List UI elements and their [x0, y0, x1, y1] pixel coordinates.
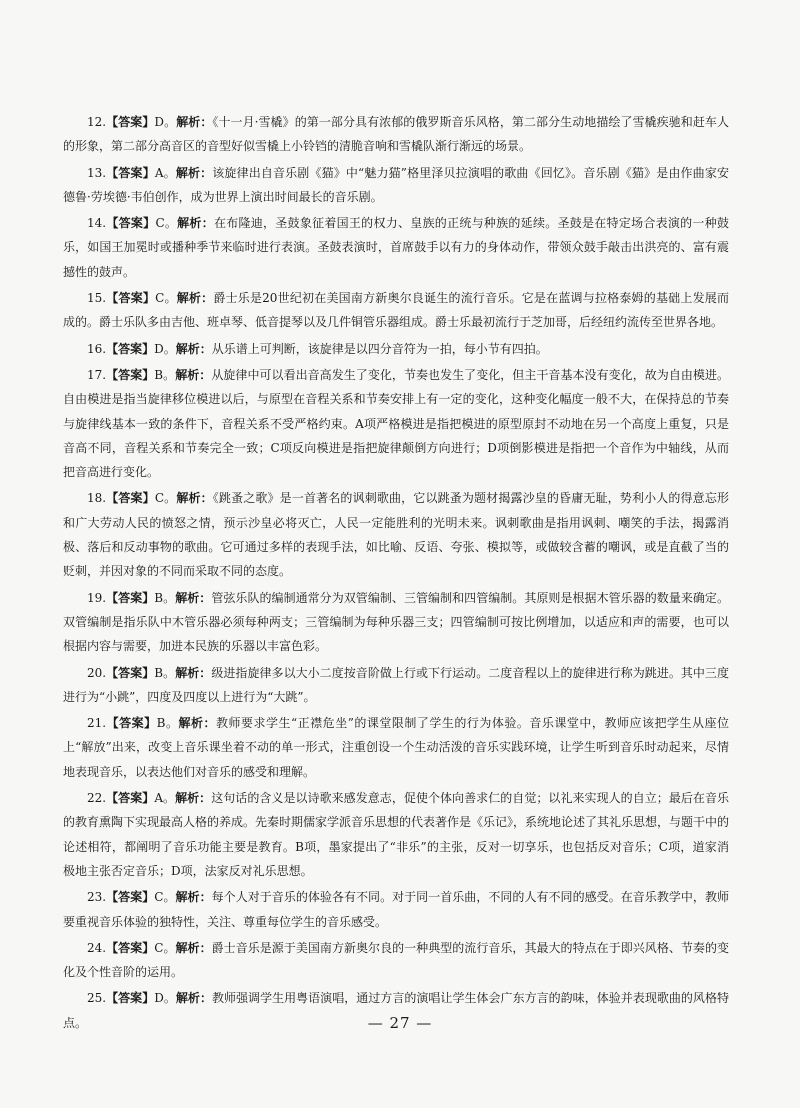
analysis-label: 解析：	[176, 115, 213, 129]
answer-item-23	[63, 885, 729, 934]
item-number: 23.	[87, 890, 107, 905]
analysis-label: 解析：	[175, 890, 212, 905]
analysis-text: 爵士乐是20世纪初在美国南方新奥尔良诞生的流行音乐。它是在蓝调与拉格泰姆的基础上发展而成的。爵士乐队多由吉他、班卓琴、低音提琴以及几件铜管乐器组成。爵士乐最初流行于芝加哥，后经纽约流传至世界各地。	[63, 291, 729, 330]
analysis-label: 解析：	[177, 216, 214, 231]
analysis-label: 解析：	[175, 341, 212, 356]
item-number: 25.	[87, 991, 107, 1006]
answer-item-20	[63, 661, 729, 710]
answer-value: B。	[154, 367, 176, 382]
item-number: 13.	[87, 165, 107, 180]
item-number: 16.	[87, 341, 107, 356]
answer-value: A。	[154, 165, 176, 180]
item-number: 17.	[87, 367, 107, 382]
answer-value: C。	[154, 491, 177, 506]
analysis-text: 《跳蚤之歌》是一首著名的讽刺歌曲，它以跳蚤为题材揭露沙皇的昏庸无耻，势利小人的得意忘形和广大劳动人民的愤怒之情，预示沙皇必将灭亡，人民一定能胜利的光明未来。讽刺歌曲是指用讽刺、嘲笑的手法，揭露消极、落后和反动事物的歌曲。它可通过多样的表现手法，如比喻、反语、夸张、模拟等，或做较含蓄的嘲讽，或是直截了当的贬刺，并因对象的不同而采取不同的态度。	[63, 491, 729, 579]
analysis-label: 解析：	[175, 165, 213, 180]
answer-label: 【答案】	[106, 291, 156, 306]
answer-value: B。	[154, 665, 176, 680]
answer-label: 【答案】	[106, 716, 157, 731]
item-number: 19.	[87, 590, 107, 605]
answer-label: 【答案】	[106, 341, 155, 356]
answer-value: C。	[155, 216, 178, 231]
analysis-text: 这句话的含义是以诗歌来感发意志，促使个体向善求仁的自觉；以礼来实现人的自立；最后在音乐的教育熏陶下实现最高人格的养成。先秦时期儒家学派音乐思想的代表著作是《乐记》，系统地论述了其礼乐思想，与题干中的论述相符，都阐明了音乐功能主要是教育。B项，墨家提出了“非乐”的主张，反对一切享乐，也包括反对音乐；C项，道家消极地主张否定音乐；D项，法家反对礼乐思想。	[63, 791, 730, 878]
analysis-label: 解析：	[175, 791, 212, 806]
item-number: 22.	[87, 791, 107, 806]
analysis-text: 管弦乐队的编制通常分为双管编制、三管编制和四管编制。其原则是根据木管乐器的数量来确定。双管编制是指乐队中木管乐器必须每种两支；三管编制为每种乐器三支；四管编制可按比例增加，以适应和声的需要，也可以根据内容与需要，加进本民族的乐器以丰富色彩。	[63, 590, 729, 654]
analysis-label: 解析：	[175, 590, 212, 605]
analysis-text: 从乐谱上可判断，该旋律是以四分音符为一拍，每小节有四拍。	[211, 341, 548, 356]
answer-value: D。	[154, 991, 176, 1006]
answer-item-24	[63, 936, 729, 985]
analysis-text: 该旋律出自音乐剧《猫》中“魅力猫”格里泽贝拉演唱的歌曲《回忆》。音乐剧《猫》是由作曲家安德鲁·劳埃德·韦伯创作，成为世界上演出时间最长的音乐剧。	[63, 165, 729, 204]
answer-value: D。	[154, 115, 177, 129]
answer-value: B。	[156, 716, 179, 731]
answer-label: 【答案】	[106, 115, 155, 129]
answer-value: A。	[154, 791, 176, 806]
answer-label: 【答案】	[106, 940, 155, 955]
analysis-label: 解析：	[175, 367, 212, 382]
answer-value: D。	[154, 341, 176, 356]
analysis-label: 解析：	[175, 991, 212, 1006]
page-number: — 27 —	[367, 1014, 433, 1032]
answer-label: 【答案】	[106, 491, 155, 506]
answer-item-15	[63, 286, 729, 335]
answer-item-19	[63, 586, 729, 659]
analysis-text: 在布隆迪，圣鼓象征着国王的权力、皇族的正统与种族的延续。圣鼓是在特定场合表演的一种鼓乐，如国王加冕时或播种季节来临时进行表演。圣鼓表演时，首席鼓手以有力的身体动作，带领众鼓手敲击出洪亮的、富有震撼性的鼓声。	[63, 216, 729, 279]
item-number: 15.	[87, 291, 107, 306]
answer-item-21	[63, 711, 729, 784]
answer-label: 【答案】	[106, 665, 155, 680]
answer-item-12	[63, 110, 729, 159]
answer-value: C。	[154, 940, 176, 955]
answer-value: C。	[155, 291, 177, 306]
analysis-label: 解析：	[175, 665, 212, 680]
item-number: 20.	[87, 665, 107, 680]
analysis-text: 教师强调学生用粤语演唱，通过方言的演唱让学生体会广东方言的韵味，体验并表现歌曲的风格特点。	[63, 991, 729, 1030]
answer-item-16	[63, 337, 729, 361]
item-number: 12.	[87, 115, 107, 129]
item-number: 18.	[87, 491, 107, 506]
item-number: 24.	[87, 940, 107, 955]
analysis-label: 解析：	[176, 491, 213, 506]
answer-item-17	[63, 363, 729, 484]
analysis-label: 解析：	[176, 291, 214, 306]
answer-label: 【答案】	[106, 791, 155, 806]
answer-item-18	[63, 486, 729, 583]
answer-label: 【答案】	[106, 216, 156, 231]
answer-value: C。	[154, 890, 176, 905]
answer-item-13	[63, 161, 729, 210]
analysis-text: 每个人对于音乐的体验各有不同。对于同一首乐曲，不同的人有不同的感受。在音乐教学中，教师要重视音乐体验的独特性，关注、尊重每位学生的音乐感受。	[63, 890, 729, 929]
analysis-label: 解析：	[175, 940, 212, 955]
answer-label: 【答案】	[106, 590, 155, 605]
analysis-text: 级进指旋律多以大小二度按音阶做上行或下行运动。二度音程以上的旋律进行称为跳进。其中三度进行为“小跳”，四度及四度以上进行为“大跳”。	[63, 665, 729, 704]
answer-item-22	[63, 786, 729, 883]
item-number: 14.	[87, 216, 107, 231]
item-number: 21.	[87, 716, 107, 731]
analysis-text: 爵士音乐是源于美国南方新奥尔良的一种典型的流行音乐，其最大的特点在于即兴风格、节奏的变化及个性音阶的运用。	[63, 940, 729, 980]
answer-label: 【答案】	[106, 890, 155, 905]
answer-list	[63, 110, 729, 1037]
analysis-text: 《十一月·雪橇》的第一部分具有浓郁的俄罗斯音乐风格，第二部分生动地描绘了雪橇疾驰和赶车人的形象，第二部分高音区的音型好似雪橇上小铃铛的清脆音响和雪橇队渐行渐远的场景。	[63, 115, 729, 154]
analysis-text: 教师要求学生“正襟危坐”的课堂限制了学生的行为体验。音乐课堂中，教师应该把学生从座位上“解放”出来，改变上音乐课坐着不动的单一形式，注重创设一个生动活泼的音乐实践环境，让学生听到音乐时动起来，尽情地表现音乐，以表达他们对音乐的感受和理解。	[63, 716, 729, 779]
analysis-text: 从旋律中可以看出音高发生了变化，节奏也发生了变化，但主干音基本没有变化，故为自由模进。自由模进是指当旋律移位模进以后，与原型在音程关系和节奏安排上有一定的变化，这种变化幅度一般不大，在保持总的节奏与旋律线基本一致的条件下，音程关系不受严格约束。A项严格模进是指把模进的原型原封不动地在另一个高度上重复，只是音高不同，音程关系和节奏完全一致；C项反向模进是指把旋律颠倒方向进行；D项倒影模进是指把一个音作为中轴线，从而把音高进行变化。	[63, 367, 729, 480]
answer-label: 【答案】	[106, 367, 155, 382]
answer-item-14	[63, 211, 729, 284]
answer-value: B。	[154, 590, 176, 605]
answer-label: 【答案】	[106, 991, 155, 1006]
answer-label: 【答案】	[106, 165, 155, 180]
analysis-label: 解析：	[178, 716, 216, 731]
